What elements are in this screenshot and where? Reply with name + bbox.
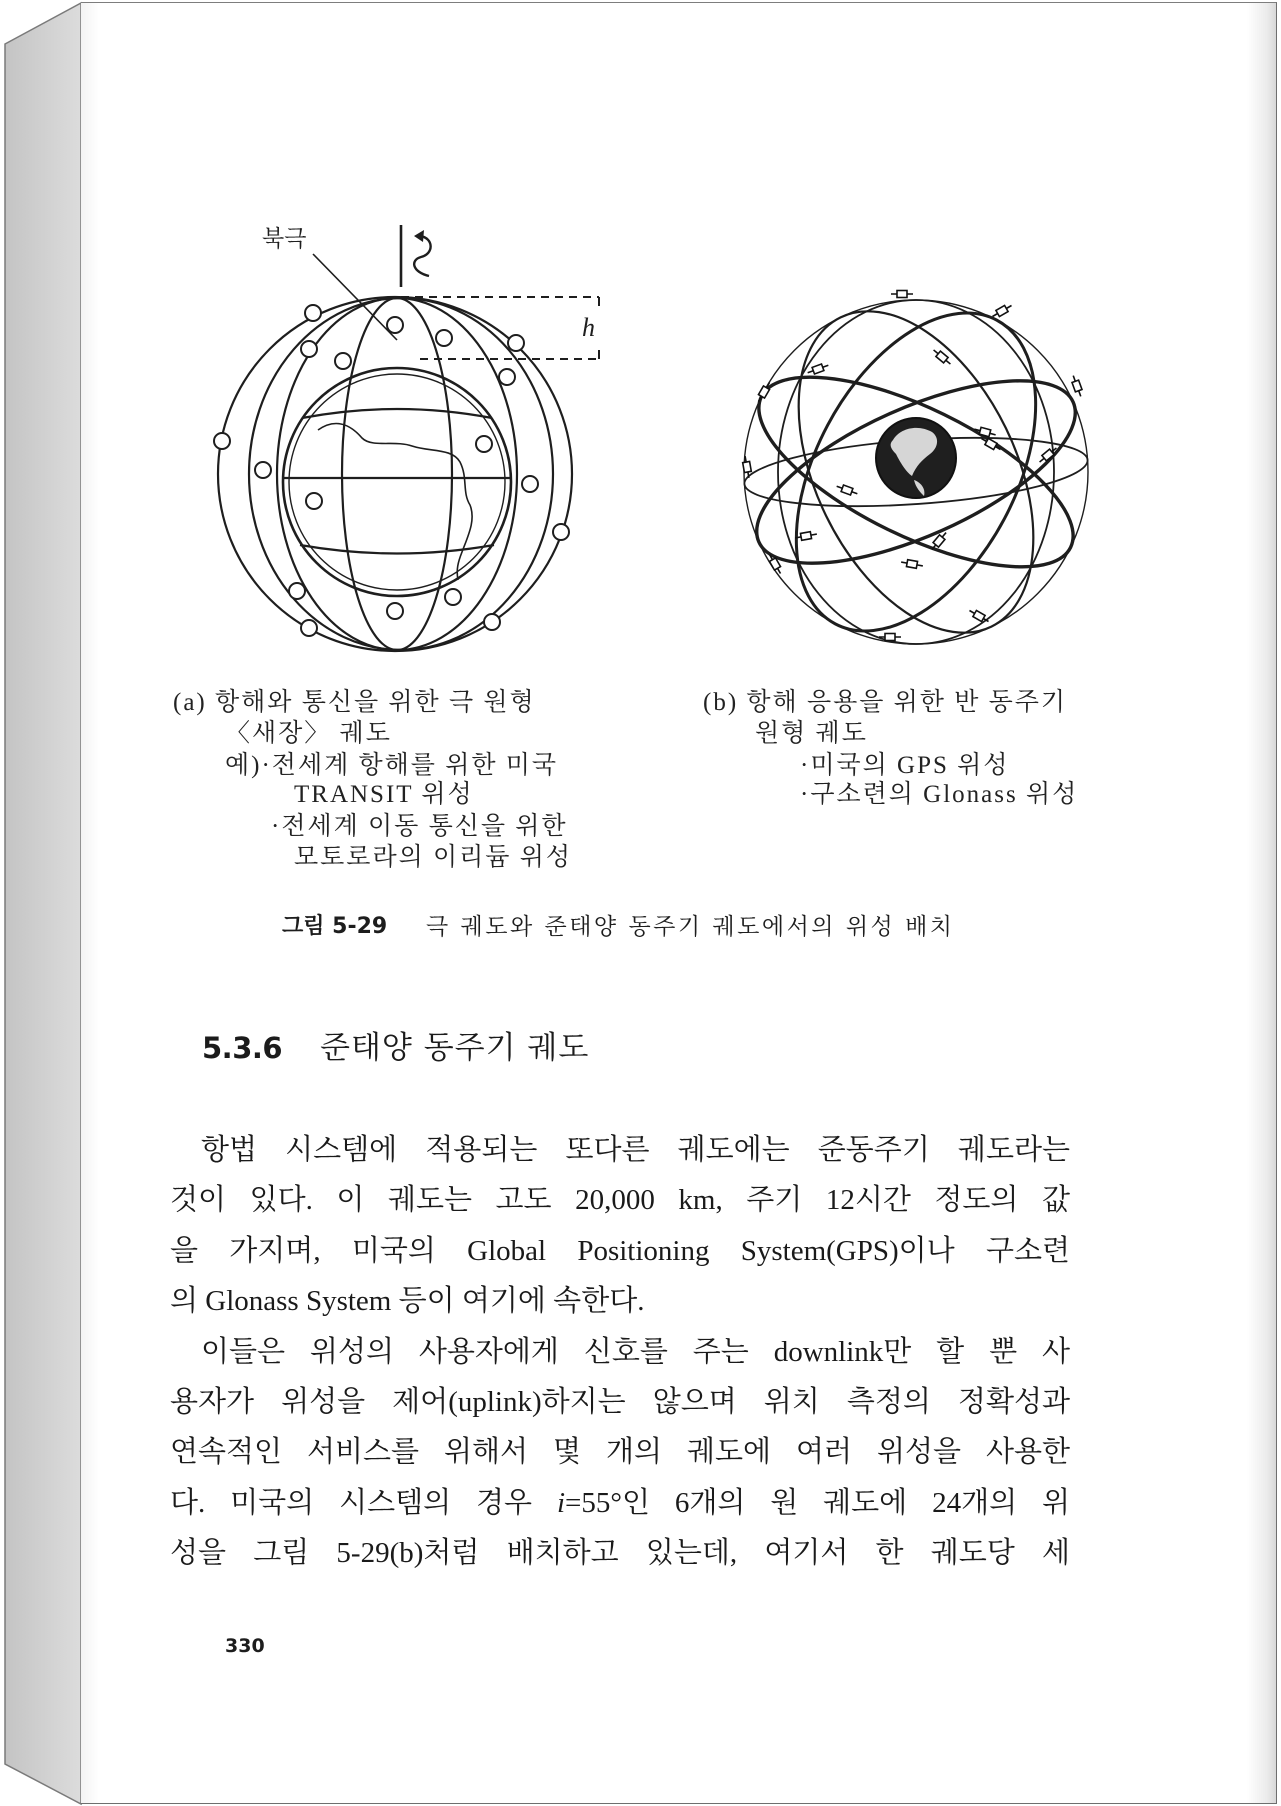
satellite-icon: [891, 291, 913, 298]
paragraph-1-line: 항법 시스템에 적용되는 또다른 궤도에는 준동주기 궤도라는: [201, 1134, 1070, 1166]
caption-b-line-3: ·미국의 GPS 위성: [800, 752, 1010, 779]
text-run: 다. 미국의 시스템의 경우: [170, 1486, 557, 1519]
paragraph-1-line: 것이 있다. 이 궤도는 고도 20,000 km, 주기 12시간 정도의 값: [170, 1184, 1070, 1217]
paragraph-2-line: 연속적인 서비스를 위해서 몇 개의 궤도에 여러 위성을 사용한: [170, 1436, 1070, 1469]
figure-caption-label: 그림 5-29: [282, 914, 388, 939]
caption-a-line-3: 예)·전세계 항해를 위한 미국: [225, 752, 559, 779]
figure-caption-text: 극 궤도와 준태양 동주기 궤도에서의 위성 배치: [426, 914, 955, 940]
satellite-marker: [301, 620, 317, 636]
latitude-line: [302, 409, 492, 418]
body-text: [170, 1125, 1070, 1579]
figure-a-polar-orbits: [200, 215, 620, 665]
satellite-marker: [301, 341, 317, 357]
satellite-marker: [305, 305, 321, 321]
caption-b-line-1: (b) 항해 응용을 위한 반 동주기: [703, 689, 1068, 716]
paragraph-1-line: 을 가지며, 미국의 Global Positioning System(GPS)이나 구소련: [170, 1234, 1070, 1267]
satellite-marker: [387, 603, 403, 619]
satellite-marker: [387, 317, 403, 333]
satellite-marker: [306, 493, 322, 509]
paragraph-2-line: 이들은 위성의 사용자에게 신호를 주는 downlink만 할 뿐 사: [201, 1335, 1070, 1368]
satellite-marker: [214, 433, 230, 449]
satellite-marker: [476, 436, 492, 452]
altitude-label: h: [582, 313, 595, 342]
satellite-icon: [968, 607, 991, 624]
page-number: 330: [225, 1635, 265, 1657]
figure-b-gps-constellation: [735, 280, 1105, 665]
satellite-marker: [335, 353, 351, 369]
satellite-marker: [445, 589, 461, 605]
satellite-marker: [484, 614, 500, 630]
caption-a-line-5: ·전세계 이동 통신을 위한: [271, 813, 568, 840]
satellite-marker: [289, 583, 305, 599]
satellite-icon: [755, 381, 772, 404]
satellite-icon: [901, 559, 924, 570]
paragraph-2-line: [170, 1478, 1070, 1528]
satellite-icon: [1070, 374, 1084, 397]
satellite-icon: [835, 483, 858, 497]
inclination-symbol: i: [556, 1486, 565, 1519]
satellite-marker: [508, 335, 524, 351]
caption-b-line-2: 원형 궤도: [755, 720, 868, 747]
satellite-marker: [255, 462, 271, 478]
satellite-marker: [499, 369, 515, 385]
caption-a-line-6: 모토로라의 이리듐 위성: [294, 844, 573, 871]
earth-inner-outline: [289, 374, 505, 590]
caption-a-line-4: TRANSIT 위성: [294, 781, 474, 808]
paragraph-2-line: 성을 그림 5-29(b)처럼 배치하고 있는데, 여기서 한 궤도당 세: [170, 1537, 1070, 1570]
satellite-marker: [553, 524, 569, 540]
continent-outline: [318, 424, 472, 580]
spine-face: [5, 3, 81, 1804]
caption-a-line-2: 〈새장〉 궤도: [225, 720, 392, 747]
book-spine: [0, 0, 90, 1806]
rotation-arrowhead-icon: [414, 230, 424, 242]
satellite-icon: [806, 362, 829, 376]
north-pole-label: 북극: [262, 226, 307, 252]
caption-a-line-1: (a) 항해와 통신을 위한 극 원형: [173, 689, 536, 716]
earth-icon: [876, 418, 956, 498]
section-title: 준태양 동주기 궤도: [320, 1030, 590, 1066]
text-run: =55°인 6개의 원 궤도에 24개의 위: [565, 1486, 1071, 1519]
caption-b-line-4: ·구소련의 Glonass 위성: [800, 781, 1079, 808]
paragraph-2-line: 용자가 위성을 제어(uplink)하지는 않으며 위치 측정의 정확성과: [170, 1385, 1070, 1418]
earth-outline: [283, 368, 511, 596]
section-number: 5.3.6: [202, 1031, 283, 1065]
satellite-icon: [991, 302, 1014, 319]
satellite-marker: [436, 330, 452, 346]
paragraph-1-line: 의 Glonass System 등이 여기에 속한다.: [170, 1285, 645, 1318]
satellite-marker: [522, 476, 538, 492]
rotation-arrow-icon: [414, 236, 430, 276]
